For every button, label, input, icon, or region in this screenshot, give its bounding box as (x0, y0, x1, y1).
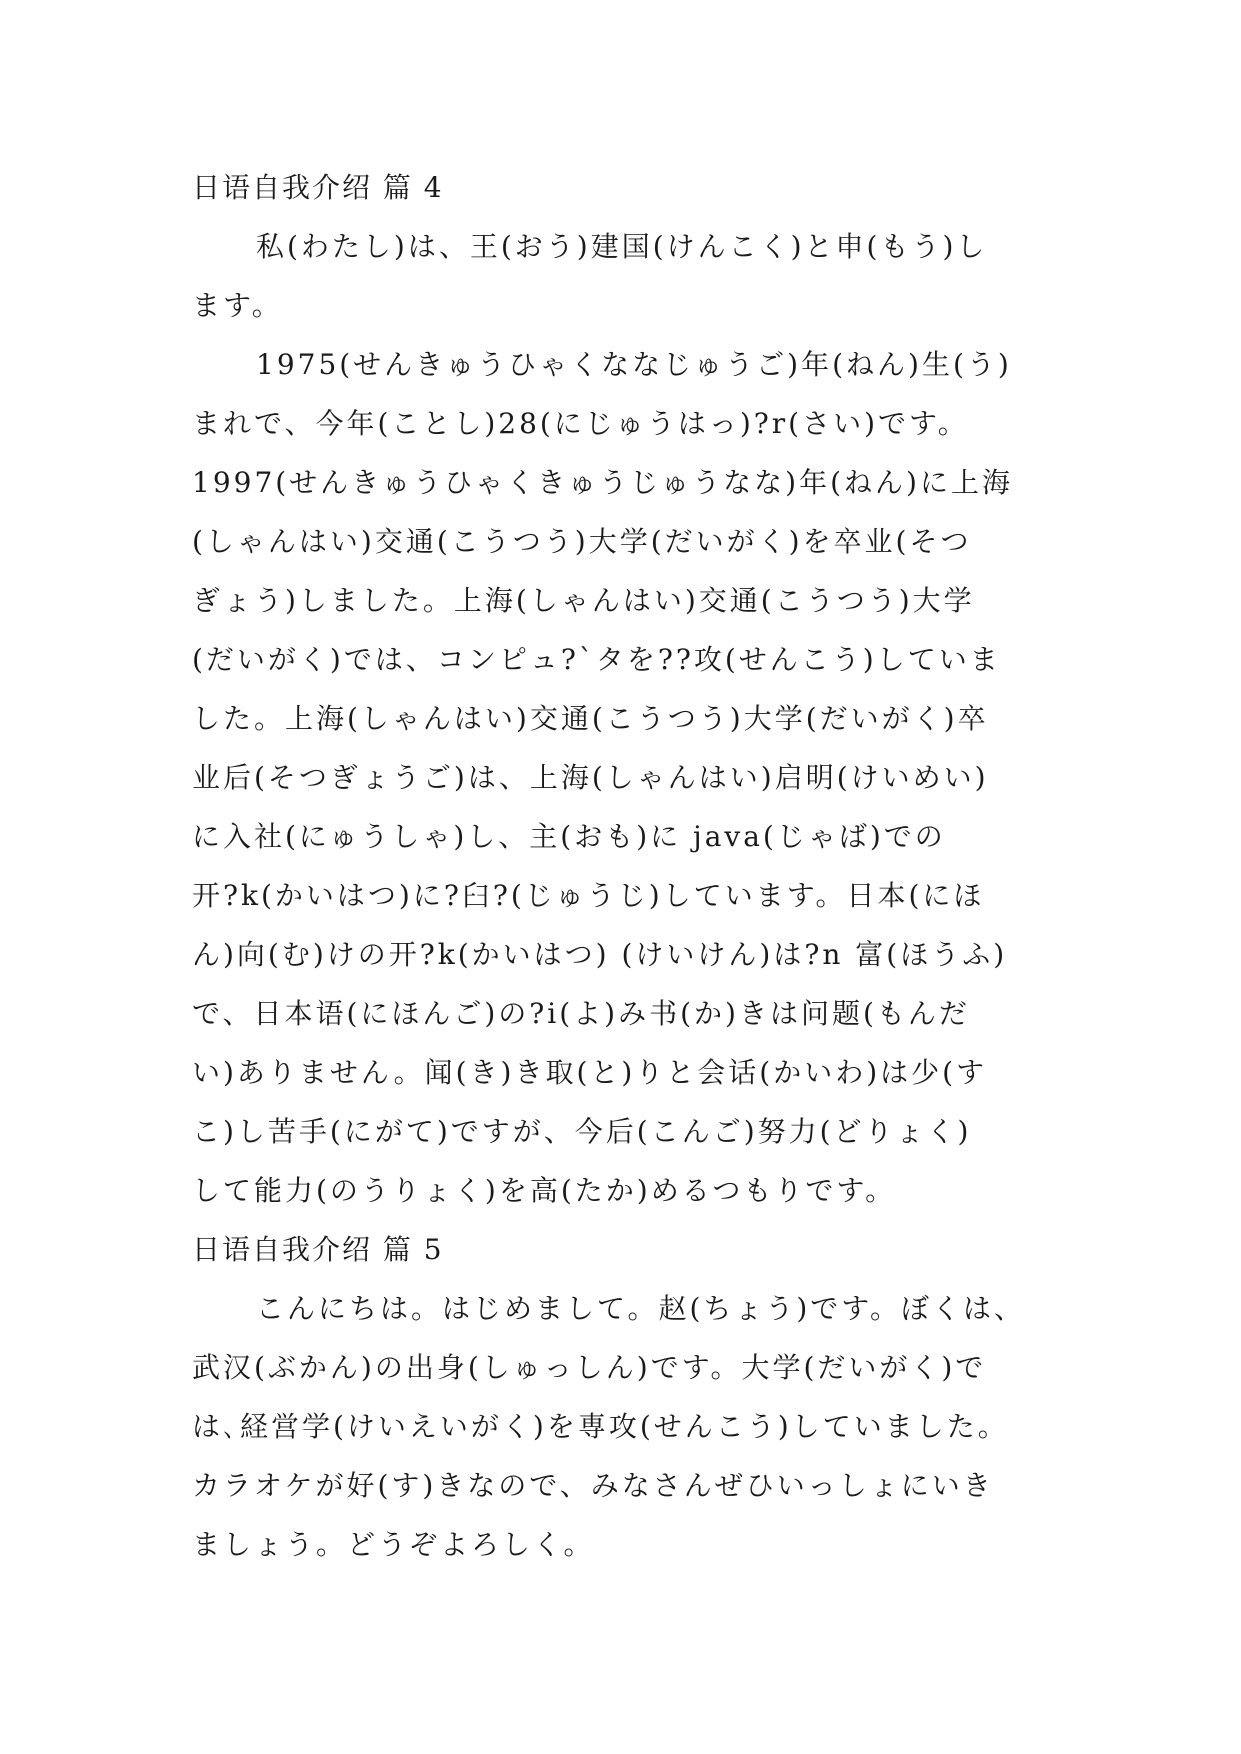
text-line: こんにちは。はじめまして。赵(ちょう)です。ぼくは、 (256, 1292, 1026, 1325)
text-line: した。上海(しゃんはい)交通(こうつう)大学(だいがく)卒 (192, 702, 989, 735)
paragraph (192, 217, 1052, 335)
text-line: 1975(せんきゅうひゃくななじゅうご)年(ねん)生(う) (256, 348, 1012, 381)
text-line: ます。 (192, 289, 283, 322)
section-4 (192, 158, 1052, 1220)
text-line: 开?k(かいはつ)に?臼?(じゅうじ)しています。日本(にほ (192, 879, 985, 912)
text-line: こ)し苦手(にがて)ですが、今后(こんご)努力(どりょく) (192, 1115, 972, 1148)
section-heading: 日语自我介绍 篇 5 (192, 1233, 444, 1266)
text-line: ましょう。どうぞよろしく。 (192, 1528, 595, 1561)
text-line: い)ありません。闻(き)き取(と)りと会话(かいわ)は少(す (192, 1056, 988, 1089)
text-line: まれで、今年(ことし)28(にじゅうはっ)?r(さい)です。 (192, 407, 969, 440)
section-5 (192, 1220, 1052, 1574)
text-line: カラオケが好(す)きなので、みなさんぜひいっしょにいき (192, 1469, 994, 1502)
text-line: 业后(そつぎょうご)は、上海(しゃんはい)启明(けいめい) (192, 761, 989, 794)
section-heading: 日语自我介绍 篇 4 (192, 171, 444, 204)
text-line: 武汉(ぶかん)の出身(しゅっしん)です。大学(だいがく)で (192, 1351, 987, 1384)
text-line: ぎょう)しました。上海(しゃんはい)交通(こうつう)大学 (192, 584, 975, 617)
text-line: (しゃんはい)交通(こうつう)大学(だいがく)を卒业(そつ (192, 525, 972, 558)
paragraph (192, 1279, 1052, 1574)
text-line: に入社(にゅうしゃ)し、主(おも)に java(じゃば)での (192, 820, 946, 853)
text-line: ん)向(む)けの开?k(かいはつ) (けいけん)は?n 富(ほうふ) (192, 938, 1008, 971)
text-line: (だいがく)では、コンピュ?`タを??攻(せんこう)していま (192, 643, 1001, 676)
text-line: は､経営学(けいえいがく)を専攻(せんこう)していました。 (192, 1410, 1009, 1443)
text-line: して能力(のうりょく)を高(たか)めるつもりです。 (192, 1174, 897, 1207)
document-body (192, 158, 1052, 1574)
text-line: 私(わたし)は、王(おう)建国(けんこく)と申(もう)し (256, 230, 988, 263)
paragraph (192, 335, 1052, 1220)
text-line: で、日本语(にほんご)の?i(よ)み书(か)きは问题(もんだ (192, 997, 970, 1030)
text-line: 1997(せんきゅうひゃくきゅうじゅうなな)年(ねん)に上海 (192, 466, 1013, 499)
